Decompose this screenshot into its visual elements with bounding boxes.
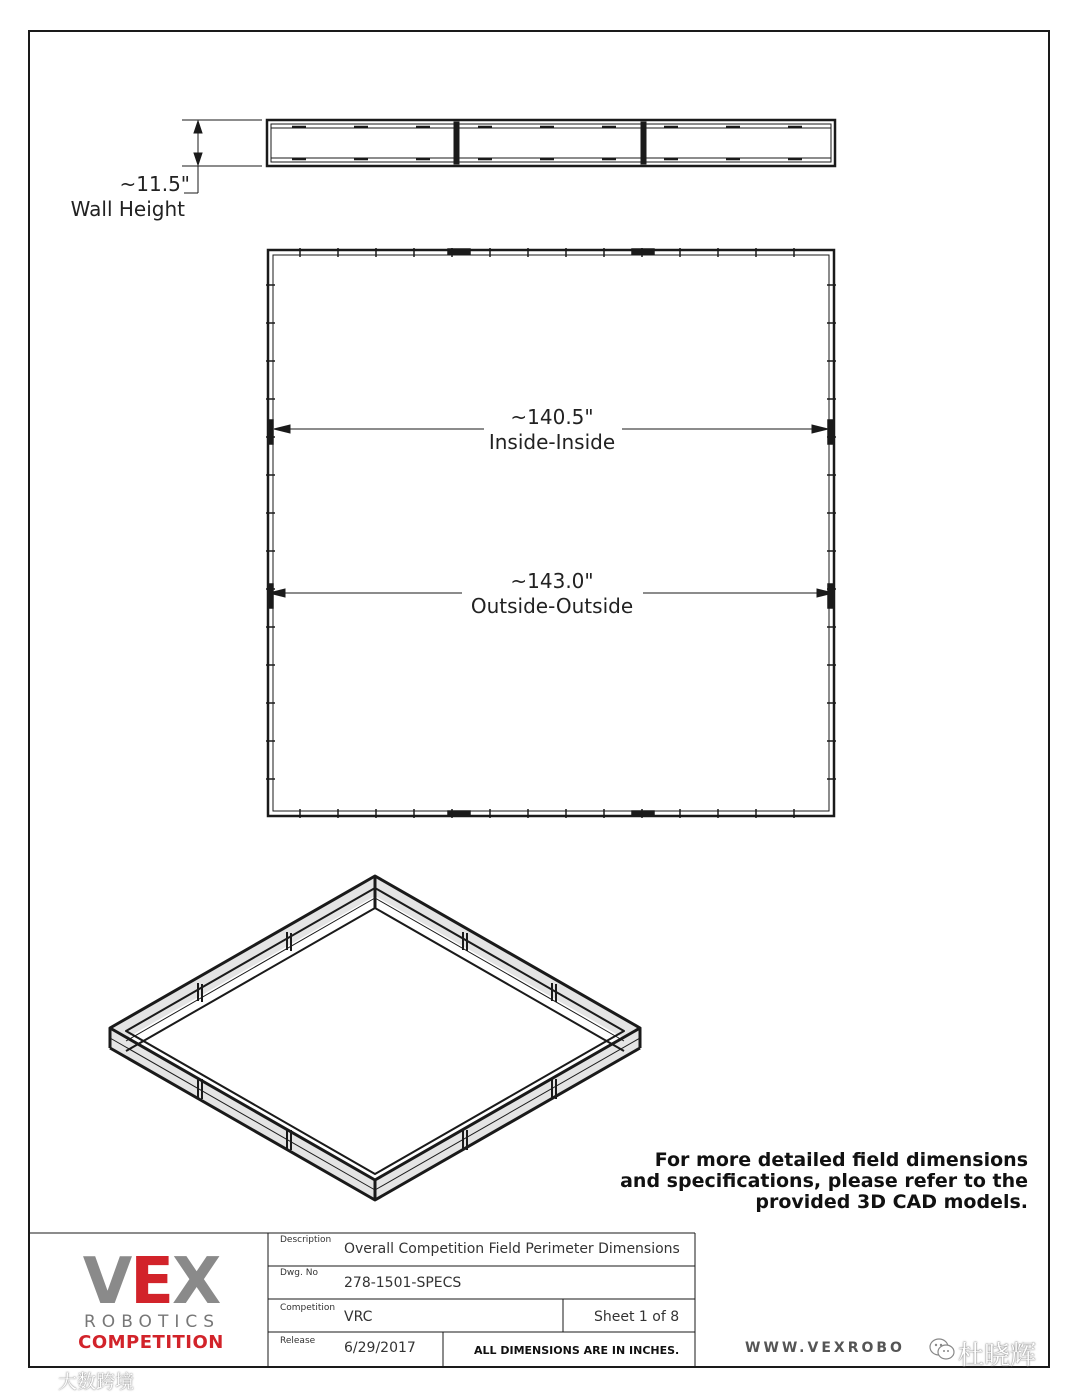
dwg-label: Dwg. No bbox=[280, 1268, 318, 1278]
release-label: Release bbox=[280, 1336, 316, 1346]
wall-height-value: ~11.5" bbox=[119, 172, 190, 196]
watermark-left: 大数跨境 bbox=[58, 1371, 135, 1393]
units-note: ALL DIMENSIONS ARE IN INCHES. bbox=[474, 1344, 680, 1357]
note-line: For more detailed field dimensions bbox=[654, 1149, 1028, 1171]
note-line: provided 3D CAD models. bbox=[755, 1191, 1028, 1213]
cad-note bbox=[608, 1150, 1028, 1213]
inside-dimension-value: ~140.5" bbox=[510, 405, 594, 429]
vex-logo bbox=[66, 1245, 236, 1319]
logo-robotics: ROBOTICS bbox=[84, 1312, 220, 1332]
watermark-right: 杜晓辉 bbox=[958, 1341, 1037, 1371]
dwg-value: 278-1501-SPECS bbox=[344, 1275, 462, 1291]
release-value: 6/29/2017 bbox=[344, 1340, 416, 1356]
wall-height-label: Wall Height bbox=[70, 197, 185, 221]
logo-e: E bbox=[130, 1245, 172, 1319]
description-value: Overall Competition Field Perimeter Dimensions bbox=[344, 1241, 680, 1257]
competition-label: Competition bbox=[280, 1303, 336, 1313]
competition-value: VRC bbox=[344, 1309, 373, 1325]
isometric-view bbox=[110, 876, 640, 1200]
side-view bbox=[267, 120, 835, 166]
plan-view bbox=[266, 248, 836, 818]
description-label: Description bbox=[280, 1235, 332, 1245]
logo-competition: COMPETITION bbox=[78, 1332, 224, 1353]
wechat-icon bbox=[928, 1336, 956, 1362]
sheet-value: Sheet 1 of 8 bbox=[594, 1309, 680, 1325]
logo-x: X bbox=[171, 1245, 220, 1319]
inside-dimension-label: Inside-Inside bbox=[488, 430, 616, 454]
outside-dimension-value: ~143.0" bbox=[510, 569, 594, 593]
logo-v: V bbox=[82, 1245, 131, 1319]
note-line: and specifications, please refer to the bbox=[620, 1170, 1028, 1192]
outside-dimension-label: Outside-Outside bbox=[470, 594, 634, 618]
vex-url: WWW.VEXROBO bbox=[745, 1340, 905, 1356]
wall-height-dimension bbox=[182, 120, 262, 193]
